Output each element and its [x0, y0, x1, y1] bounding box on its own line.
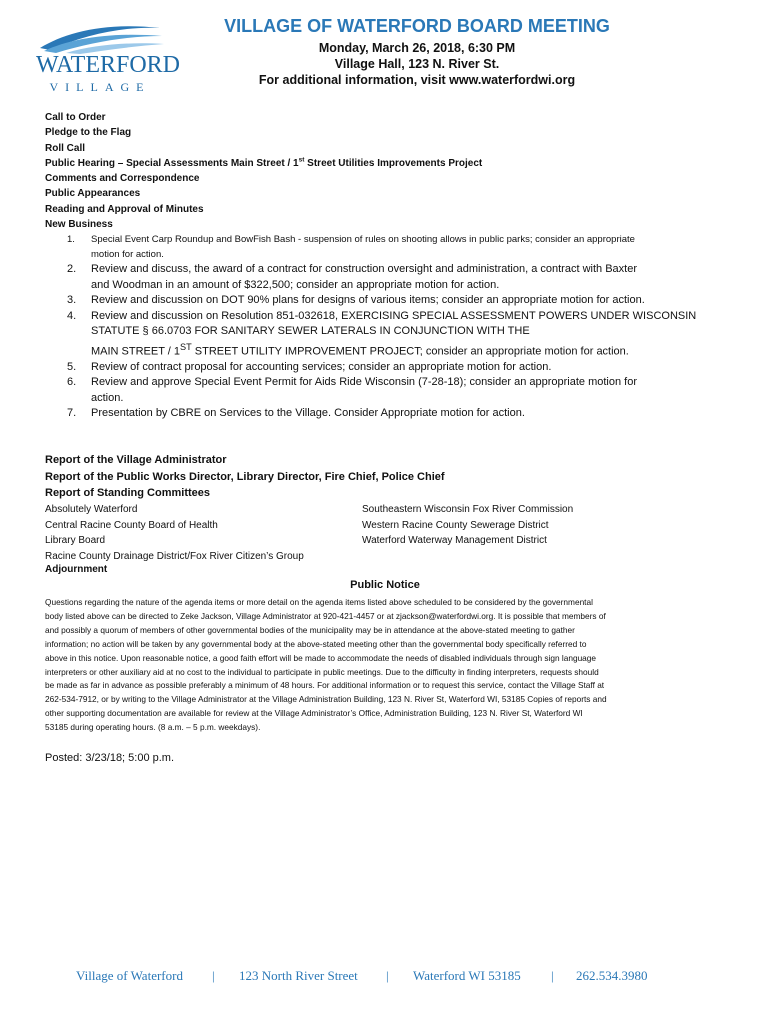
agenda-public-hearing: Public Hearing – Special Assessments Main Street / 1st Street Utilities Improvements Project: [45, 156, 483, 169]
posted-date: Posted: 3/23/18; 5:00 p.m.: [45, 752, 175, 764]
agenda-appearances: Public Appearances: [45, 188, 141, 200]
committee-item: Southeastern Wisconsin Fox River Commission: [362, 504, 574, 515]
list-item: 7. Presentation by CBRE on Services to the Village. Consider Appropriate motion for action.: [67, 407, 525, 420]
agenda-roll-call: Roll Call: [45, 142, 86, 154]
logo-subtitle: VILLAGE: [49, 80, 151, 94]
committee-item: Racine County Drainage District/Fox River Citizen’s Group: [45, 550, 304, 562]
notice-line: interpreters or other auxiliary aid at no cost to the individual to participate in public meetings. Due to the difficulty in finding interpreters, requests should: [45, 666, 599, 677]
committee-item: Waterford Waterway Management District: [362, 535, 547, 546]
report-administrator: Report of the Village Administrator: [45, 454, 227, 466]
agenda-call-to-order: Call to Order: [45, 112, 106, 123]
footer-phone: 262.534.3980: [576, 968, 648, 983]
committee-item: Western Racine County Sewerage District: [362, 519, 549, 531]
notice-line: above in this notice. Upon reasonable notice, a good faith effort will be made to accommodate the needs of disabled individuals through sign language: [45, 652, 597, 663]
footer-separator: |: [212, 968, 215, 983]
notice-line: body listed above can be directed to Zeke Jackson, Village Administrator at 920-421-4457 or at zjackson@waterfordwi.org. It is possible that members of: [45, 610, 606, 621]
meeting-location: Village Hall, 123 N. River St.: [334, 57, 500, 71]
list-item: 3. Review and discussion on DOT 90% plans for designs of various items; consider an appropriate motion for action.: [67, 294, 645, 306]
footer-separator: |: [551, 968, 554, 983]
footer-address: 123 North River Street: [239, 968, 358, 983]
page-title: VILLAGE OF WATERFORD BOARD MEETING: [224, 16, 610, 36]
notice-line: 262-534-7912, or by writing to the Village Administrator at the Village Administration Building, 123 N. River St, Waterford WI, 53185 Copies of reports and: [45, 694, 607, 705]
additional-info: For additional information, visit www.waterfordwi.org: [258, 73, 576, 87]
list-item: 6. Review and approve Special Event Permit for Aids Ride Wisconsin (7-28-18); consider an appropriate motion for action.: [67, 376, 637, 404]
notice-line: and possibly a quorum of members of other governmental bodies of the municipality may be in attendance at the above-stated meeting to gather: [45, 624, 575, 635]
footer-separator: |: [386, 968, 389, 983]
new-business-list: [45, 232, 735, 422]
report-standing-committees: Report of Standing Committees: [45, 487, 211, 499]
footer-city: Waterford WI 53185: [413, 968, 521, 983]
list-item: 2. Review and discuss, the award of a contract for construction oversight and administration, a contract with Baxter and Woodman in an amount of $322,500; consider an appropriate motion for action.: [67, 263, 637, 291]
notice-line: Questions regarding the nature of the agenda items or more detail on the agenda items listed above scheduled to be considered by the governmental: [45, 597, 593, 607]
committee-item: Library Board: [45, 535, 106, 546]
agenda-list: [45, 110, 735, 232]
water-wave-icon: [36, 18, 166, 54]
public-notice-title: Public Notice: [350, 579, 420, 591]
reports-section: [45, 452, 735, 502]
agenda-adjournment: Adjournment: [45, 564, 108, 575]
committee-item: Central Racine County Board of Health: [45, 519, 218, 531]
page-footer: [0, 968, 770, 988]
notice-line: 53185 during operating hours. (8 a.m. – 5 p.m. weekdays).: [45, 722, 261, 733]
agenda-comments: Comments and Correspondence: [45, 173, 200, 185]
agenda-new-business: New Business: [45, 219, 113, 231]
meeting-date: Monday, March 26, 2018, 6:30 PM: [318, 41, 516, 55]
notice-line: other supporting documentation are available for review at the Village Administrator’s Office, Administration Building, 123 N. River St, Waterford WI: [45, 708, 583, 719]
village-logo: [36, 18, 181, 94]
report-directors: Report of the Public Works Director, Library Director, Fire Chief, Police Chief: [45, 470, 445, 483]
list-item: 1. Special Event Carp Roundup and BowFish Bash - suspension of rules on shooting allows in public parks; consider an appropriate motion for action.: [67, 234, 635, 260]
notice-line: be made as far in advance as possible preferably a minimum of 48 hours. For additional information or to request this service, contact the Village Staff at: [45, 680, 605, 691]
notice-line: information; no action will be taken by any governmental body at the above-stated meeting other than the governmental body specifically referred to: [45, 638, 587, 649]
public-notice-body: [45, 596, 685, 735]
list-item: 5. Review of contract proposal for accounting services; consider an appropriate motion for action.: [67, 360, 552, 373]
committee-item: Absolutely Waterford: [45, 504, 138, 515]
agenda-minutes: Reading and Approval of Minutes: [45, 203, 204, 215]
list-item: 4. Review and discussion on Resolution 851-032618, EXERCISING SPECIAL ASSESSMENT POWERS UNDER WISCONSIN STATUTE § 66.0703 FOR SANITARY SEWER LATERALS IN CONJUNCTION WITH THE MAIN STREET / 1ST STREET UTILITY IMPROVEMENT PROJECT; consider an appropriate motion for action.: [67, 309, 697, 358]
footer-name: Village of Waterford: [76, 968, 183, 983]
agenda-pledge: Pledge to the Flag: [45, 127, 132, 139]
logo-wordmark: WATERFORD: [36, 52, 181, 78]
